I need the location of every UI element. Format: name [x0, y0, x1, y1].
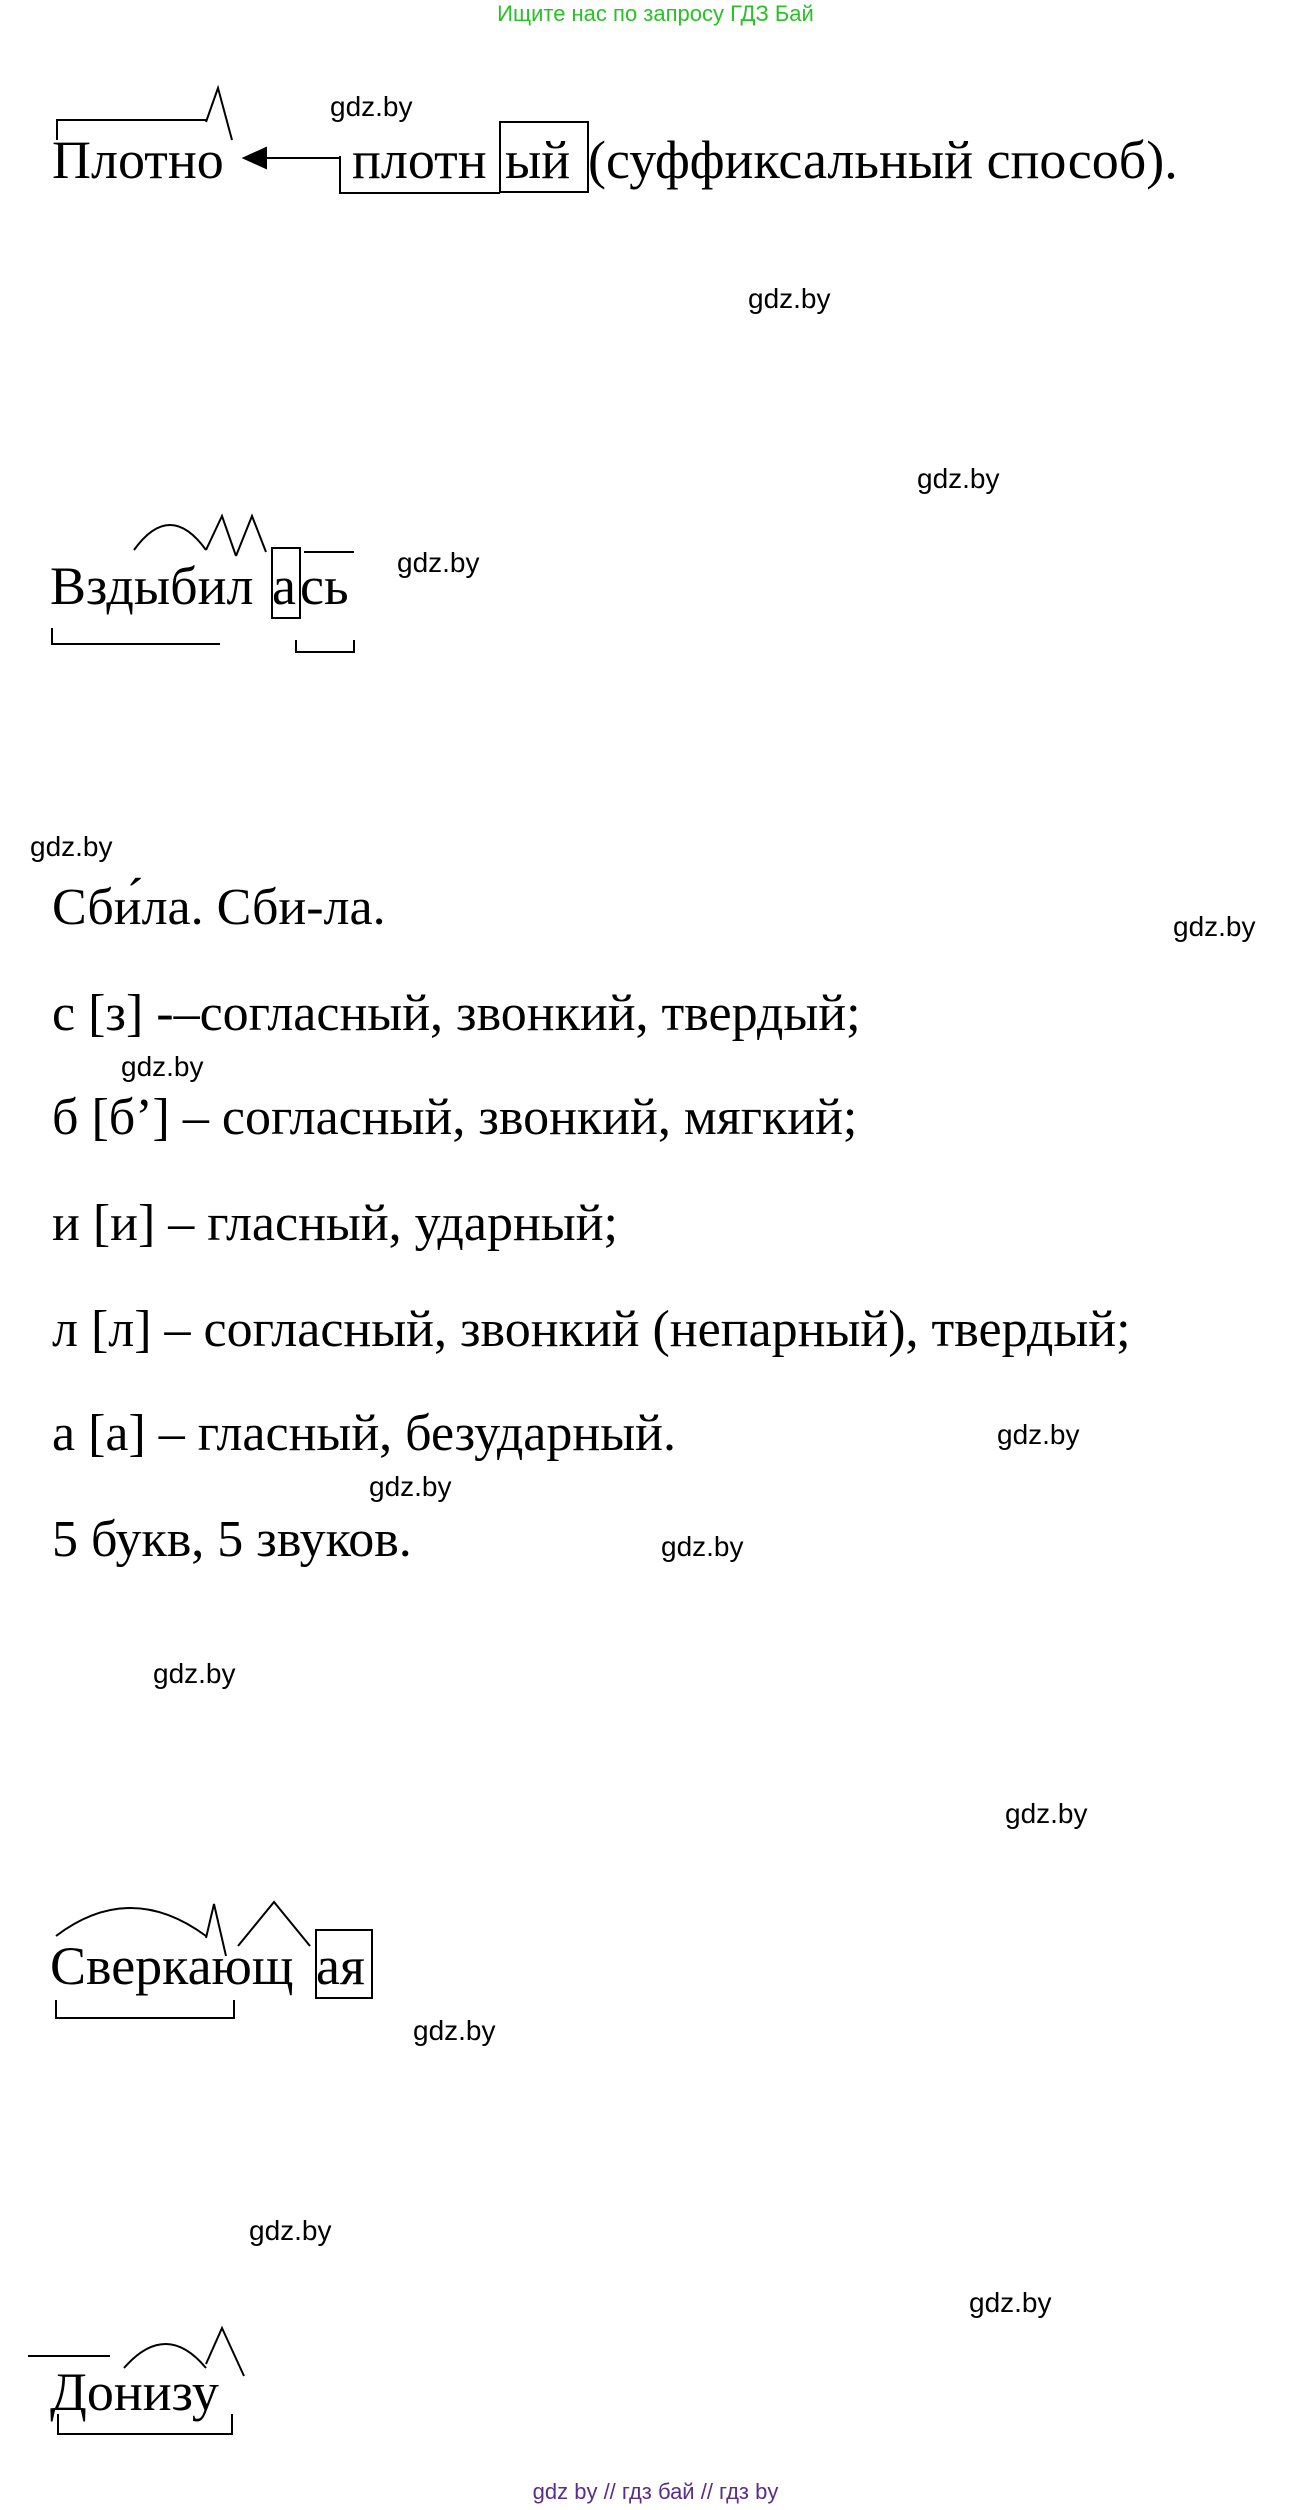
watermark: gdz.by — [969, 2287, 1052, 2318]
watermark: gdz.by — [330, 91, 413, 122]
phonetic-line: Сби́ла. Сби-ла. — [52, 879, 386, 936]
participle-stem: Сверкающ — [50, 1936, 294, 1996]
watermark: gdz.by — [1005, 1798, 1088, 1829]
watermark: gdz.by — [917, 463, 1000, 494]
phonetic-line: и [и] – гласный, ударный; — [52, 1195, 618, 1252]
watermark: gdz.by — [997, 1419, 1080, 1450]
watermark: gdz.by — [369, 1471, 452, 1502]
suffix-mark — [236, 516, 266, 556]
parsed-word-prefix-root: Вздыбил — [50, 556, 254, 616]
participle-ending: ая — [316, 1936, 365, 1996]
stem-underline — [52, 628, 220, 644]
derived-word: Плотно — [52, 130, 224, 190]
parsed-word-ending: а — [272, 556, 296, 616]
arrow-head — [244, 148, 266, 168]
watermark: gdz.by — [748, 283, 831, 314]
phonetic-line: с [з] -–согласный, звонкий, твердый; — [52, 985, 861, 1042]
stem-underline — [296, 640, 354, 652]
watermark: gdz.by — [661, 1531, 744, 1562]
phonetic-line: л [л] – согласный, звонкий (непарный), твердый; — [52, 1301, 1131, 1358]
adverb-word: Донизу — [50, 2362, 219, 2422]
parsed-word-postfix: сь — [300, 556, 349, 616]
header-search-hint: Ищите нас по запросу ГДЗ Бай — [497, 1, 814, 26]
watermark: gdz.by — [397, 547, 480, 578]
watermark: gdz.by — [153, 1658, 236, 1689]
watermark: gdz.by — [249, 2215, 332, 2246]
watermark: gdz.by — [1173, 911, 1256, 942]
phonetic-line: б [б’] – согласный, звонкий, мягкий; — [52, 1089, 858, 1146]
watermark: gdz.by — [30, 831, 113, 862]
watermark: gdz.by — [413, 2015, 496, 2046]
phonetic-line: а [а] – гласный, безударный. — [52, 1405, 676, 1462]
root-arc — [134, 525, 206, 550]
source-word-ending: ый — [505, 130, 571, 190]
source-word-stem: плотн — [352, 130, 487, 190]
formation-method: (суффиксальный способ). — [588, 130, 1178, 190]
watermark: gdz.by — [121, 1051, 204, 1082]
stem-underline — [56, 2000, 234, 2018]
footer-links: gdz by // гдз бай // гдз by — [532, 2479, 779, 2504]
suffix-mark — [206, 516, 236, 556]
root-arc — [56, 1908, 206, 1936]
phonetic-line: 5 букв, 5 звуков. — [52, 1511, 412, 1568]
